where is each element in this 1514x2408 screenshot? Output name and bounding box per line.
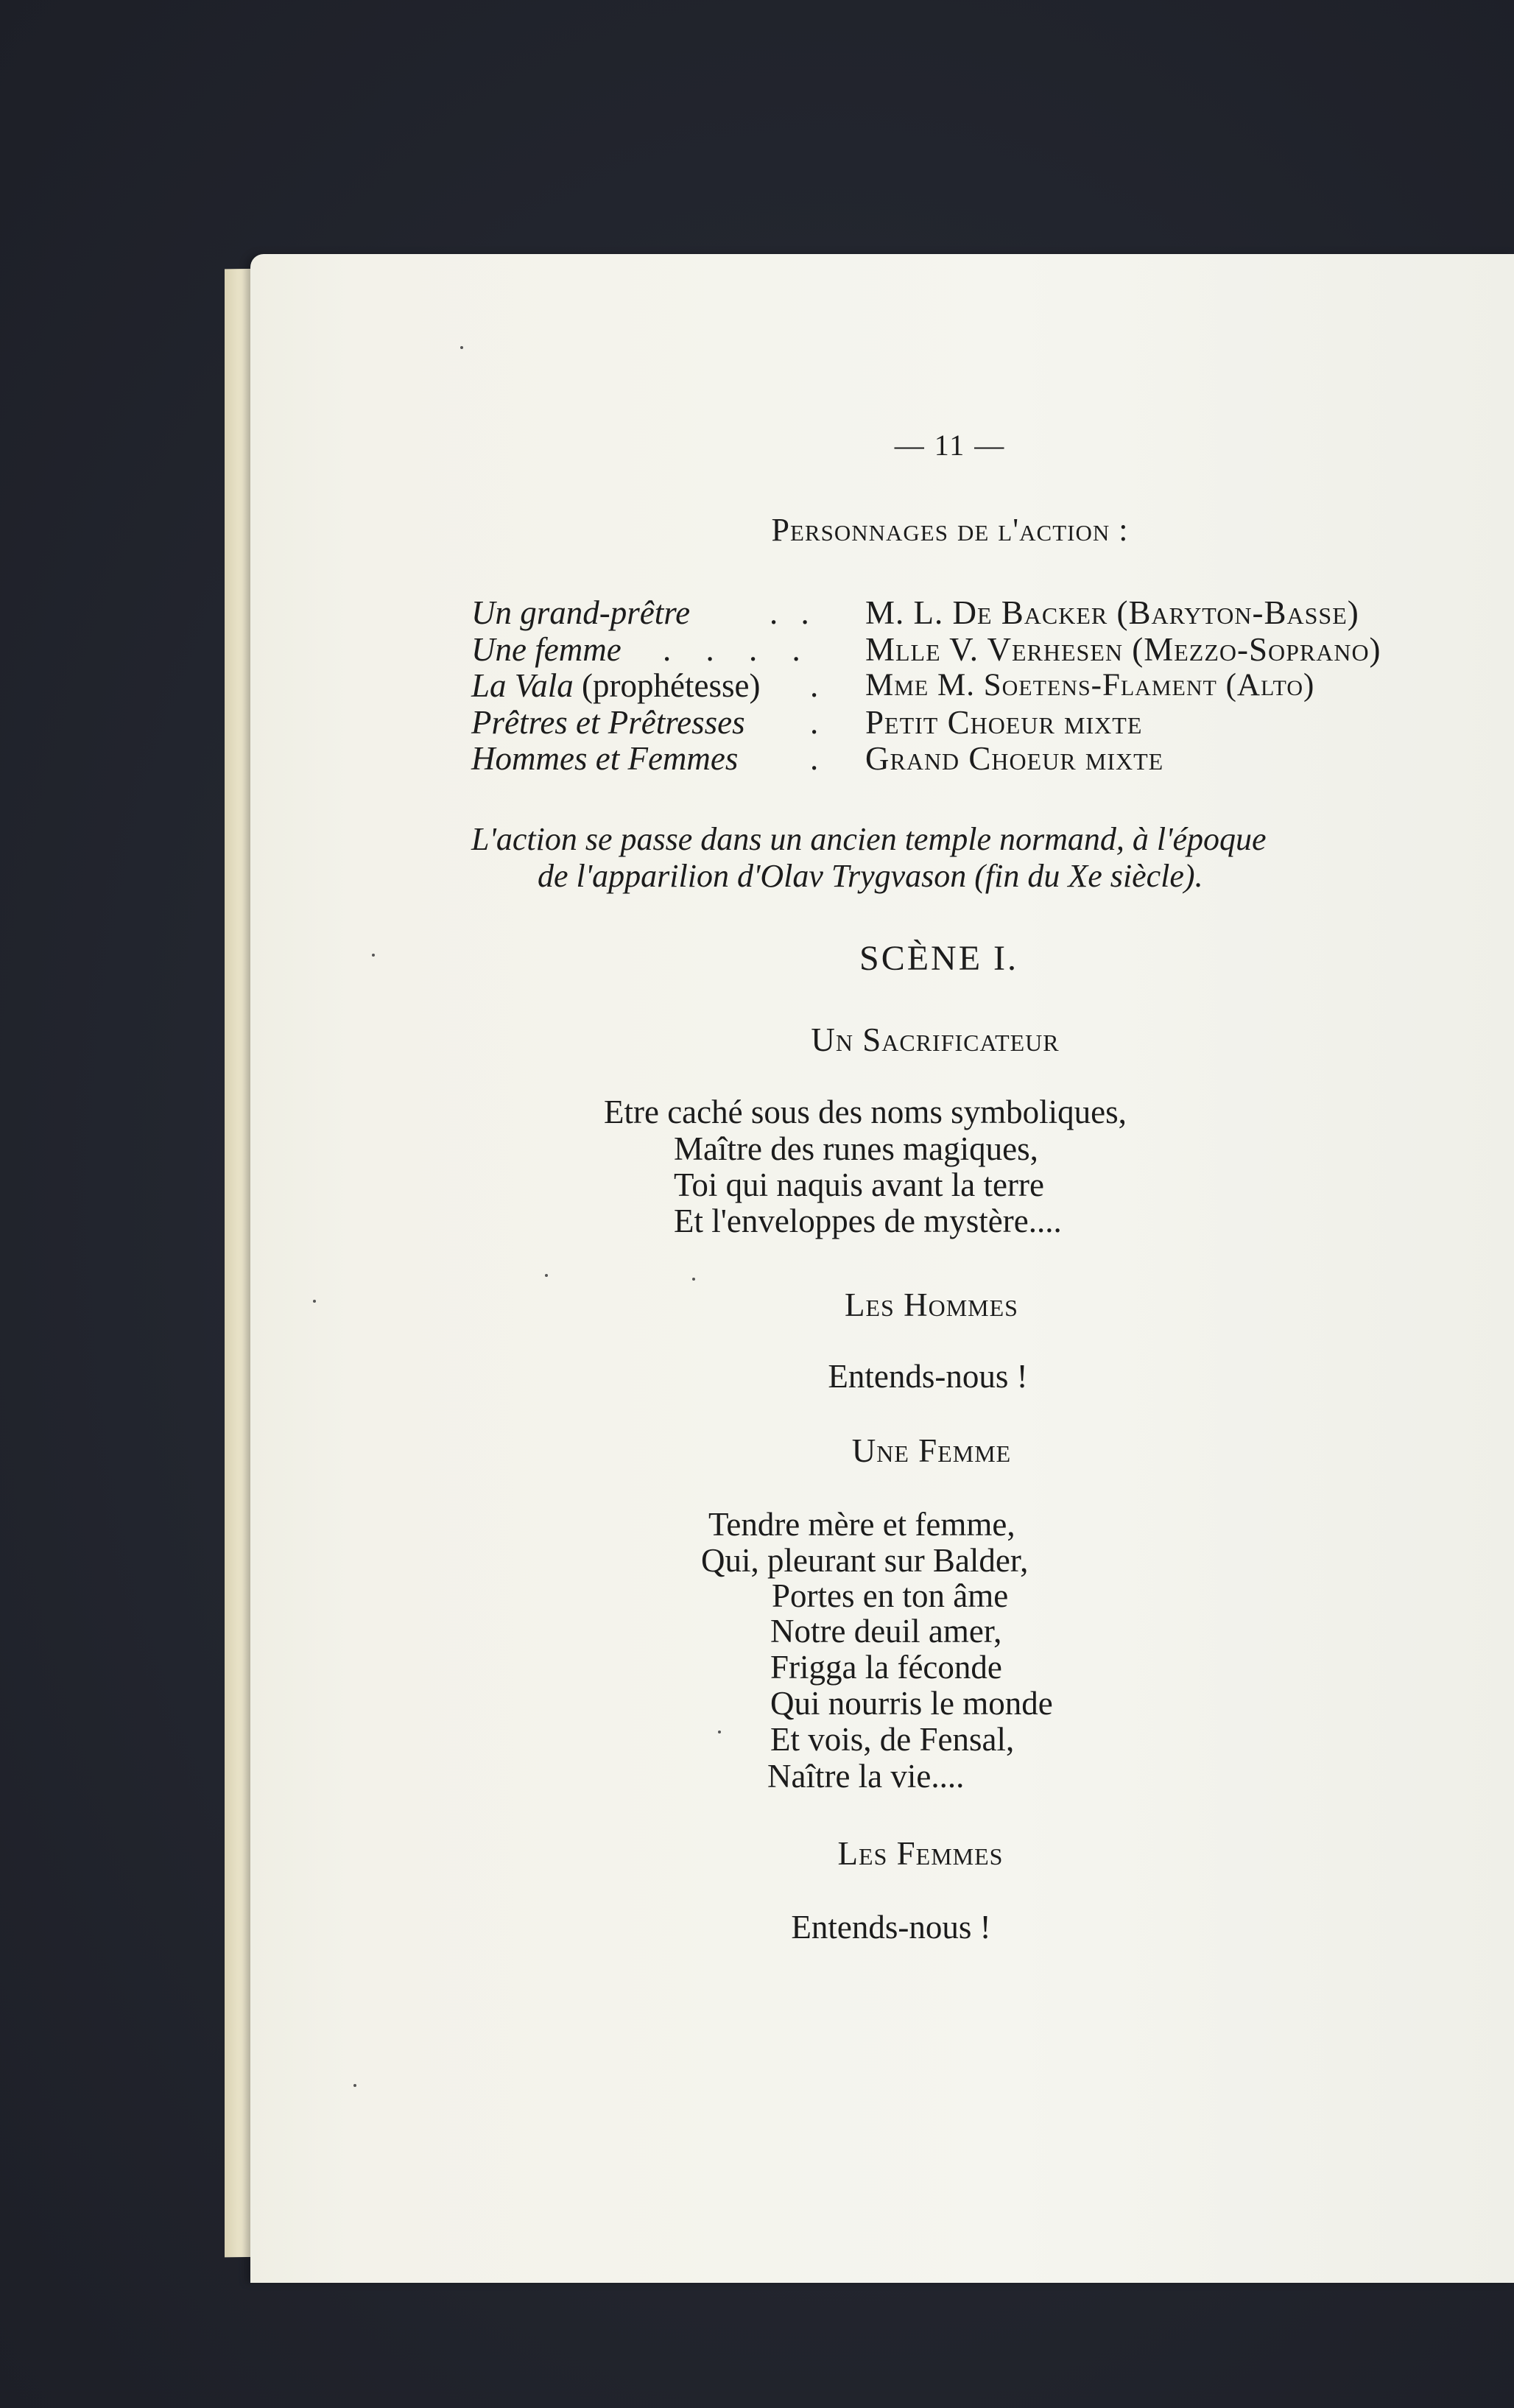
cast-performer: M. L. De Backer (Baryton-Basse) [865, 594, 1359, 631]
cast-leader-dots: . [810, 667, 819, 704]
speaker-name: Les Femmes [837, 1835, 1004, 1872]
paper-speck [545, 1274, 548, 1277]
verse-line: Et l'enveloppes de mystère.... [674, 1203, 1062, 1239]
paper-speck [353, 2084, 356, 2087]
verse-line: Naître la vie.... [767, 1758, 965, 1795]
verse-line: Frigga la féconde [770, 1649, 1002, 1686]
cast-leader-dots: . . [770, 594, 817, 631]
verse-line: Qui nourris le monde [770, 1685, 1053, 1722]
paper-speck [313, 1300, 316, 1303]
verse-line: Maître des runes magiques, [674, 1130, 1038, 1167]
paper-speck [718, 1731, 721, 1733]
cast-leader-dots: . [810, 704, 819, 741]
verse-line: Qui, pleurant sur Balder, [701, 1542, 1029, 1579]
cast-performer: Mme M. Soetens-Flament (Alto) [865, 668, 1315, 703]
page-number: — 11 — [894, 429, 1006, 462]
verse-line: Et vois, de Fensal, [770, 1721, 1015, 1758]
cast-leader-dots: . [810, 740, 819, 777]
cast-role: Hommes et Femmes [471, 740, 739, 777]
paper-speck [372, 954, 375, 957]
speaker-name: Une Femme [851, 1432, 1012, 1469]
cast-leader-dots: . . . . [663, 631, 814, 668]
cast-performer: Petit Choeur mixte [865, 704, 1143, 741]
cast-performer: Grand Choeur mixte [865, 740, 1164, 777]
setting-line: de l'apparilion d'Olav Trygvason (fin du Xe siècle). [538, 858, 1203, 894]
reply-line: Entends-nous ! [791, 1909, 991, 1946]
speaker-name: Un Sacrificateur [811, 1021, 1060, 1058]
reply-line: Entends-nous ! [828, 1358, 1028, 1395]
cast-role-suffix: (prophétesse) [582, 667, 761, 704]
cast-role: Un grand-prêtre [471, 594, 691, 631]
verse-line: Toi qui naquis avant la terre [674, 1166, 1044, 1203]
cast-role: Prêtres et Prêtresses [471, 704, 745, 741]
verse-line: Notre deuil amer, [770, 1613, 1002, 1650]
paper-speck [460, 346, 463, 349]
scene-title: SCÈNE I. [859, 939, 1018, 978]
cast-role-name: La Vala [471, 667, 574, 704]
verse-line: Etre caché sous des noms symboliques, [604, 1094, 1127, 1130]
setting-line: L'action se passe dans un ancien temple normand, à l'époque [471, 821, 1267, 857]
paper-speck [692, 1278, 695, 1281]
cast-role [471, 669, 760, 703]
verse-line: Portes en ton âme [772, 1577, 1009, 1614]
cast-heading: Personnages de l'action : [771, 512, 1129, 548]
cast-role: Une femme [471, 631, 622, 668]
cast-performer: Mlle V. Verhesen (Mezzo-Soprano) [865, 631, 1381, 668]
speaker-name: Les Hommes [845, 1286, 1018, 1323]
verse-line: Tendre mère et femme, [708, 1506, 1015, 1543]
